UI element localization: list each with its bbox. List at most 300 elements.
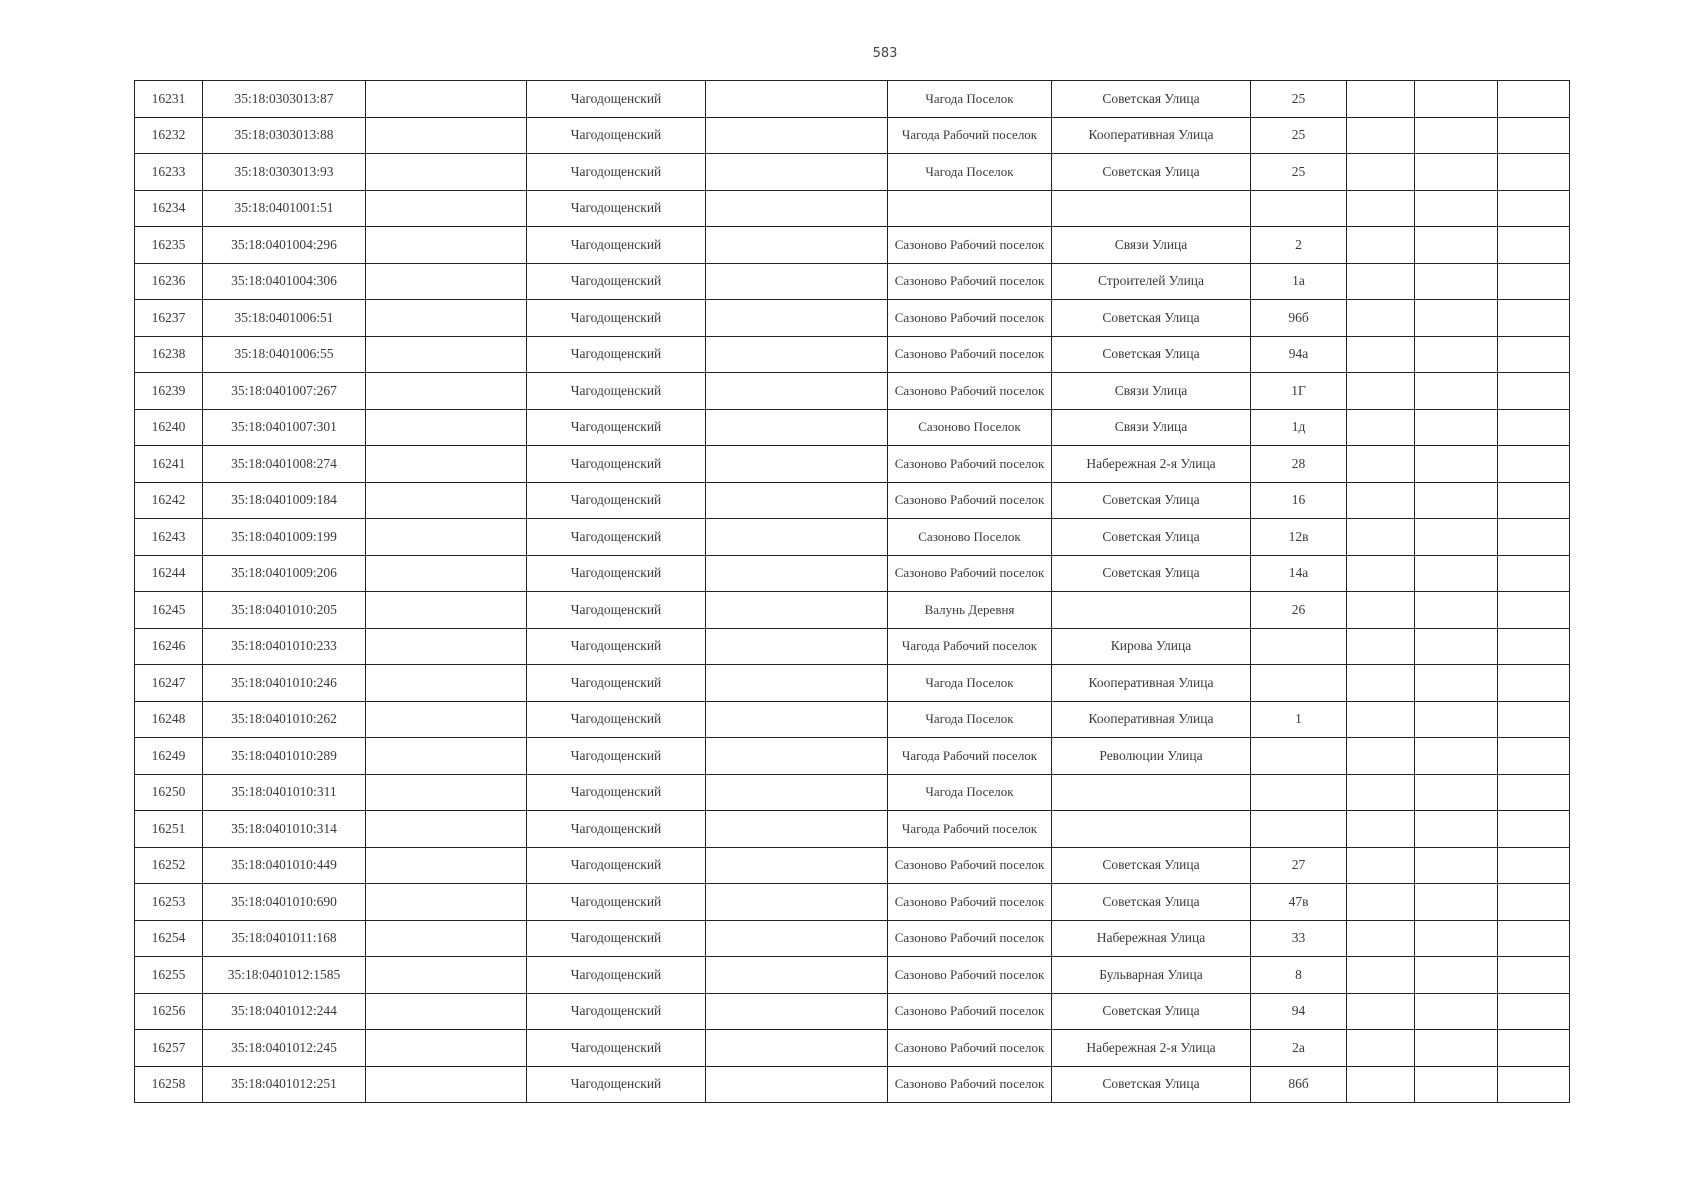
empty-cell <box>1347 190 1415 227</box>
empty-cell <box>366 409 527 446</box>
table-row <box>135 336 1570 373</box>
empty-cell <box>366 1030 527 1067</box>
empty-cell <box>1498 665 1570 702</box>
empty-cell <box>1347 555 1415 592</box>
empty-cell <box>706 920 888 957</box>
empty-cell <box>706 446 888 483</box>
empty-cell <box>706 409 888 446</box>
district-cell: Чагодощенский <box>527 884 706 921</box>
street-cell: Советская Улица <box>1052 81 1251 118</box>
empty-cell <box>1415 701 1498 738</box>
district-cell: Чагодощенский <box>527 847 706 884</box>
row-number-cell: 16258 <box>135 1066 203 1103</box>
district-cell: Чагодощенский <box>527 920 706 957</box>
row-number-cell: 16243 <box>135 519 203 556</box>
empty-cell <box>1415 738 1498 775</box>
empty-cell <box>706 227 888 264</box>
cadastral-number-cell: 35:18:0303013:87 <box>203 81 366 118</box>
empty-cell <box>366 920 527 957</box>
cadastral-number-cell: 35:18:0401007:301 <box>203 409 366 446</box>
empty-cell <box>1415 263 1498 300</box>
district-cell: Чагодощенский <box>527 263 706 300</box>
street-cell: Связи Улица <box>1052 227 1251 264</box>
locality-cell: Сазоново Рабочий поселок <box>888 336 1052 373</box>
empty-cell <box>1347 227 1415 264</box>
empty-cell <box>366 811 527 848</box>
empty-cell <box>706 373 888 410</box>
row-number-cell: 16232 <box>135 117 203 154</box>
cadastral-number-cell: 35:18:0401009:184 <box>203 482 366 519</box>
locality-cell: Сазоново Рабочий поселок <box>888 993 1052 1030</box>
locality-cell: Сазоново Рабочий поселок <box>888 1066 1052 1103</box>
empty-cell <box>706 263 888 300</box>
cadastral-number-cell: 35:18:0401011:168 <box>203 920 366 957</box>
row-number-cell: 16247 <box>135 665 203 702</box>
row-number-cell: 16239 <box>135 373 203 410</box>
empty-cell <box>706 592 888 629</box>
locality-cell: Чагода Поселок <box>888 665 1052 702</box>
street-cell: Кооперативная Улица <box>1052 665 1251 702</box>
street-cell: Кооперативная Улица <box>1052 701 1251 738</box>
district-cell: Чагодощенский <box>527 701 706 738</box>
street-cell: Набережная 2-я Улица <box>1052 1030 1251 1067</box>
empty-cell <box>1498 263 1570 300</box>
empty-cell <box>1498 190 1570 227</box>
empty-cell <box>366 300 527 337</box>
district-cell: Чагодощенский <box>527 409 706 446</box>
house-number-cell: 94 <box>1251 993 1347 1030</box>
district-cell: Чагодощенский <box>527 993 706 1030</box>
empty-cell <box>1415 1066 1498 1103</box>
empty-cell <box>1498 884 1570 921</box>
empty-cell <box>706 993 888 1030</box>
district-cell: Чагодощенский <box>527 190 706 227</box>
row-number-cell: 16233 <box>135 154 203 191</box>
table-row <box>135 154 1570 191</box>
table-row <box>135 774 1570 811</box>
empty-cell <box>1347 738 1415 775</box>
locality-cell: Чагода Поселок <box>888 81 1052 118</box>
registry-table-body <box>135 81 1570 1103</box>
empty-cell <box>1498 592 1570 629</box>
empty-cell <box>1347 665 1415 702</box>
table-row <box>135 81 1570 118</box>
empty-cell <box>706 701 888 738</box>
table-row <box>135 373 1570 410</box>
empty-cell <box>1415 993 1498 1030</box>
locality-cell: Валунь Деревня <box>888 592 1052 629</box>
locality-cell: Сазоново Рабочий поселок <box>888 957 1052 994</box>
house-number-cell <box>1251 811 1347 848</box>
locality-cell: Чагода Поселок <box>888 701 1052 738</box>
empty-cell <box>1415 482 1498 519</box>
cadastral-number-cell: 35:18:0401001:51 <box>203 190 366 227</box>
empty-cell <box>366 373 527 410</box>
empty-cell <box>1498 154 1570 191</box>
empty-cell <box>1415 884 1498 921</box>
house-number-cell <box>1251 628 1347 665</box>
house-number-cell <box>1251 190 1347 227</box>
empty-cell <box>1415 227 1498 264</box>
empty-cell <box>1498 957 1570 994</box>
district-cell: Чагодощенский <box>527 628 706 665</box>
empty-cell <box>1347 409 1415 446</box>
district-cell: Чагодощенский <box>527 1066 706 1103</box>
street-cell: Советская Улица <box>1052 482 1251 519</box>
street-cell: Советская Улица <box>1052 154 1251 191</box>
locality-cell: Сазоново Поселок <box>888 409 1052 446</box>
locality-cell: Сазоново Рабочий поселок <box>888 446 1052 483</box>
locality-cell: Чагода Поселок <box>888 154 1052 191</box>
house-number-cell: 1 <box>1251 701 1347 738</box>
district-cell: Чагодощенский <box>527 665 706 702</box>
house-number-cell: 25 <box>1251 81 1347 118</box>
district-cell: Чагодощенский <box>527 811 706 848</box>
empty-cell <box>366 993 527 1030</box>
table-row <box>135 628 1570 665</box>
empty-cell <box>366 190 527 227</box>
table-row <box>135 227 1570 264</box>
locality-cell: Сазоново Рабочий поселок <box>888 227 1052 264</box>
empty-cell <box>1347 957 1415 994</box>
table-row <box>135 300 1570 337</box>
empty-cell <box>706 190 888 227</box>
empty-cell <box>366 519 527 556</box>
cadastral-number-cell: 35:18:0401010:690 <box>203 884 366 921</box>
cadastral-number-cell: 35:18:0401008:274 <box>203 446 366 483</box>
house-number-cell: 14а <box>1251 555 1347 592</box>
street-cell: Революции Улица <box>1052 738 1251 775</box>
district-cell: Чагодощенский <box>527 957 706 994</box>
row-number-cell: 16252 <box>135 847 203 884</box>
district-cell: Чагодощенский <box>527 336 706 373</box>
locality-cell: Чагода Рабочий поселок <box>888 738 1052 775</box>
street-cell: Бульварная Улица <box>1052 957 1251 994</box>
empty-cell <box>1498 811 1570 848</box>
row-number-cell: 16244 <box>135 555 203 592</box>
table-row <box>135 409 1570 446</box>
empty-cell <box>1415 336 1498 373</box>
empty-cell <box>1347 1030 1415 1067</box>
row-number-cell: 16235 <box>135 227 203 264</box>
street-cell: Советская Улица <box>1052 300 1251 337</box>
empty-cell <box>706 665 888 702</box>
row-number-cell: 16250 <box>135 774 203 811</box>
table-row <box>135 117 1570 154</box>
cadastral-number-cell: 35:18:0401010:449 <box>203 847 366 884</box>
table-row <box>135 993 1570 1030</box>
table-row <box>135 482 1570 519</box>
cadastral-number-cell: 35:18:0401009:199 <box>203 519 366 556</box>
empty-cell <box>1347 81 1415 118</box>
row-number-cell: 16246 <box>135 628 203 665</box>
empty-cell <box>1415 446 1498 483</box>
empty-cell <box>1498 1030 1570 1067</box>
registry-table <box>134 80 1570 1103</box>
street-cell <box>1052 592 1251 629</box>
locality-cell: Сазоново Рабочий поселок <box>888 373 1052 410</box>
empty-cell <box>1347 117 1415 154</box>
empty-cell <box>1498 738 1570 775</box>
street-cell: Кооперативная Улица <box>1052 117 1251 154</box>
empty-cell <box>1415 665 1498 702</box>
empty-cell <box>366 482 527 519</box>
cadastral-number-cell: 35:18:0401012:1585 <box>203 957 366 994</box>
district-cell: Чагодощенский <box>527 81 706 118</box>
empty-cell <box>1347 847 1415 884</box>
empty-cell <box>1498 920 1570 957</box>
empty-cell <box>366 1066 527 1103</box>
empty-cell <box>1498 446 1570 483</box>
empty-cell <box>366 227 527 264</box>
empty-cell <box>366 628 527 665</box>
row-number-cell: 16253 <box>135 884 203 921</box>
empty-cell <box>706 482 888 519</box>
empty-cell <box>1415 154 1498 191</box>
house-number-cell <box>1251 774 1347 811</box>
empty-cell <box>366 884 527 921</box>
district-cell: Чагодощенский <box>527 154 706 191</box>
empty-cell <box>706 117 888 154</box>
locality-cell: Сазоново Рабочий поселок <box>888 482 1052 519</box>
district-cell: Чагодощенский <box>527 519 706 556</box>
row-number-cell: 16236 <box>135 263 203 300</box>
locality-cell: Чагода Рабочий поселок <box>888 628 1052 665</box>
empty-cell <box>1498 227 1570 264</box>
house-number-cell <box>1251 738 1347 775</box>
empty-cell <box>706 628 888 665</box>
empty-cell <box>1347 373 1415 410</box>
locality-cell: Сазоново Рабочий поселок <box>888 263 1052 300</box>
locality-cell <box>888 190 1052 227</box>
row-number-cell: 16256 <box>135 993 203 1030</box>
district-cell: Чагодощенский <box>527 592 706 629</box>
empty-cell <box>366 847 527 884</box>
cadastral-number-cell: 35:18:0401010:311 <box>203 774 366 811</box>
empty-cell <box>1415 1030 1498 1067</box>
table-row <box>135 555 1570 592</box>
empty-cell <box>1347 774 1415 811</box>
empty-cell <box>366 336 527 373</box>
empty-cell <box>1498 81 1570 118</box>
empty-cell <box>366 738 527 775</box>
street-cell: Советская Улица <box>1052 847 1251 884</box>
table-row <box>135 665 1570 702</box>
street-cell <box>1052 774 1251 811</box>
empty-cell <box>706 738 888 775</box>
house-number-cell: 96б <box>1251 300 1347 337</box>
empty-cell <box>1415 811 1498 848</box>
house-number-cell: 1д <box>1251 409 1347 446</box>
empty-cell <box>1347 592 1415 629</box>
empty-cell <box>706 555 888 592</box>
cadastral-number-cell: 35:18:0401012:245 <box>203 1030 366 1067</box>
empty-cell <box>1498 117 1570 154</box>
empty-cell <box>706 519 888 556</box>
empty-cell <box>366 154 527 191</box>
cadastral-number-cell: 35:18:0401010:289 <box>203 738 366 775</box>
empty-cell <box>706 774 888 811</box>
empty-cell <box>1415 774 1498 811</box>
empty-cell <box>1498 774 1570 811</box>
row-number-cell: 16248 <box>135 701 203 738</box>
table-row <box>135 263 1570 300</box>
locality-cell: Сазоново Рабочий поселок <box>888 555 1052 592</box>
empty-cell <box>706 336 888 373</box>
empty-cell <box>1347 884 1415 921</box>
district-cell: Чагодощенский <box>527 300 706 337</box>
table-row <box>135 811 1570 848</box>
street-cell: Советская Улица <box>1052 555 1251 592</box>
locality-cell: Чагода Рабочий поселок <box>888 117 1052 154</box>
district-cell: Чагодощенский <box>527 117 706 154</box>
empty-cell <box>1498 701 1570 738</box>
empty-cell <box>1347 701 1415 738</box>
empty-cell <box>366 774 527 811</box>
cadastral-number-cell: 35:18:0401004:296 <box>203 227 366 264</box>
street-cell <box>1052 811 1251 848</box>
cadastral-number-cell: 35:18:0401004:306 <box>203 263 366 300</box>
empty-cell <box>1347 446 1415 483</box>
district-cell: Чагодощенский <box>527 738 706 775</box>
house-number-cell: 16 <box>1251 482 1347 519</box>
locality-cell: Сазоново Рабочий поселок <box>888 300 1052 337</box>
house-number-cell: 8 <box>1251 957 1347 994</box>
empty-cell <box>1347 920 1415 957</box>
house-number-cell: 1а <box>1251 263 1347 300</box>
empty-cell <box>1498 1066 1570 1103</box>
empty-cell <box>706 884 888 921</box>
street-cell: Набережная Улица <box>1052 920 1251 957</box>
empty-cell <box>1347 1066 1415 1103</box>
cadastral-number-cell: 35:18:0401007:267 <box>203 373 366 410</box>
empty-cell <box>366 446 527 483</box>
table-row <box>135 957 1570 994</box>
table-row <box>135 592 1570 629</box>
table-row <box>135 920 1570 957</box>
row-number-cell: 16240 <box>135 409 203 446</box>
house-number-cell: 1Г <box>1251 373 1347 410</box>
house-number-cell: 28 <box>1251 446 1347 483</box>
cadastral-number-cell: 35:18:0401006:55 <box>203 336 366 373</box>
empty-cell <box>1498 300 1570 337</box>
cadastral-number-cell: 35:18:0401009:206 <box>203 555 366 592</box>
empty-cell <box>1415 628 1498 665</box>
empty-cell <box>1498 482 1570 519</box>
street-cell: Строителей Улица <box>1052 263 1251 300</box>
cadastral-number-cell: 35:18:0401010:233 <box>203 628 366 665</box>
house-number-cell: 94а <box>1251 336 1347 373</box>
empty-cell <box>1415 519 1498 556</box>
cadastral-number-cell: 35:18:0401010:246 <box>203 665 366 702</box>
empty-cell <box>1498 409 1570 446</box>
row-number-cell: 16245 <box>135 592 203 629</box>
empty-cell <box>366 81 527 118</box>
street-cell: Советская Улица <box>1052 336 1251 373</box>
empty-cell <box>1415 409 1498 446</box>
row-number-cell: 16249 <box>135 738 203 775</box>
empty-cell <box>1415 300 1498 337</box>
street-cell: Набережная 2-я Улица <box>1052 446 1251 483</box>
district-cell: Чагодощенский <box>527 227 706 264</box>
empty-cell <box>1415 117 1498 154</box>
empty-cell <box>366 592 527 629</box>
house-number-cell: 33 <box>1251 920 1347 957</box>
empty-cell <box>366 263 527 300</box>
empty-cell <box>1347 811 1415 848</box>
empty-cell <box>1498 993 1570 1030</box>
district-cell: Чагодощенский <box>527 774 706 811</box>
row-number-cell: 16255 <box>135 957 203 994</box>
district-cell: Чагодощенский <box>527 555 706 592</box>
empty-cell <box>1498 628 1570 665</box>
row-number-cell: 16231 <box>135 81 203 118</box>
empty-cell <box>1498 555 1570 592</box>
row-number-cell: 16237 <box>135 300 203 337</box>
empty-cell <box>706 1066 888 1103</box>
empty-cell <box>1415 592 1498 629</box>
empty-cell <box>706 847 888 884</box>
empty-cell <box>1347 993 1415 1030</box>
house-number-cell: 86б <box>1251 1066 1347 1103</box>
table-row <box>135 884 1570 921</box>
empty-cell <box>1415 957 1498 994</box>
house-number-cell: 26 <box>1251 592 1347 629</box>
empty-cell <box>706 1030 888 1067</box>
street-cell: Связи Улица <box>1052 409 1251 446</box>
district-cell: Чагодощенский <box>527 482 706 519</box>
cadastral-number-cell: 35:18:0303013:93 <box>203 154 366 191</box>
street-cell: Советская Улица <box>1052 884 1251 921</box>
house-number-cell: 47в <box>1251 884 1347 921</box>
empty-cell <box>366 555 527 592</box>
row-number-cell: 16241 <box>135 446 203 483</box>
empty-cell <box>1415 81 1498 118</box>
house-number-cell: 25 <box>1251 117 1347 154</box>
row-number-cell: 16257 <box>135 1030 203 1067</box>
table-row <box>135 190 1570 227</box>
house-number-cell: 25 <box>1251 154 1347 191</box>
cadastral-number-cell: 35:18:0401010:205 <box>203 592 366 629</box>
house-number-cell <box>1251 665 1347 702</box>
district-cell: Чагодощенский <box>527 446 706 483</box>
house-number-cell: 27 <box>1251 847 1347 884</box>
locality-cell: Сазоново Рабочий поселок <box>888 847 1052 884</box>
empty-cell <box>1415 920 1498 957</box>
empty-cell <box>1498 519 1570 556</box>
street-cell <box>1052 190 1251 227</box>
locality-cell: Сазоново Рабочий поселок <box>888 884 1052 921</box>
cadastral-number-cell: 35:18:0401006:51 <box>203 300 366 337</box>
table-row <box>135 519 1570 556</box>
row-number-cell: 16254 <box>135 920 203 957</box>
row-number-cell: 16238 <box>135 336 203 373</box>
cadastral-number-cell: 35:18:0401012:244 <box>203 993 366 1030</box>
locality-cell: Сазоново Рабочий поселок <box>888 1030 1052 1067</box>
row-number-cell: 16242 <box>135 482 203 519</box>
empty-cell <box>706 81 888 118</box>
locality-cell: Чагода Поселок <box>888 774 1052 811</box>
empty-cell <box>366 957 527 994</box>
empty-cell <box>1498 336 1570 373</box>
table-row <box>135 847 1570 884</box>
empty-cell <box>1415 847 1498 884</box>
empty-cell <box>1347 628 1415 665</box>
house-number-cell: 12в <box>1251 519 1347 556</box>
house-number-cell: 2а <box>1251 1030 1347 1067</box>
table-row <box>135 1066 1570 1103</box>
street-cell: Советская Улица <box>1052 519 1251 556</box>
